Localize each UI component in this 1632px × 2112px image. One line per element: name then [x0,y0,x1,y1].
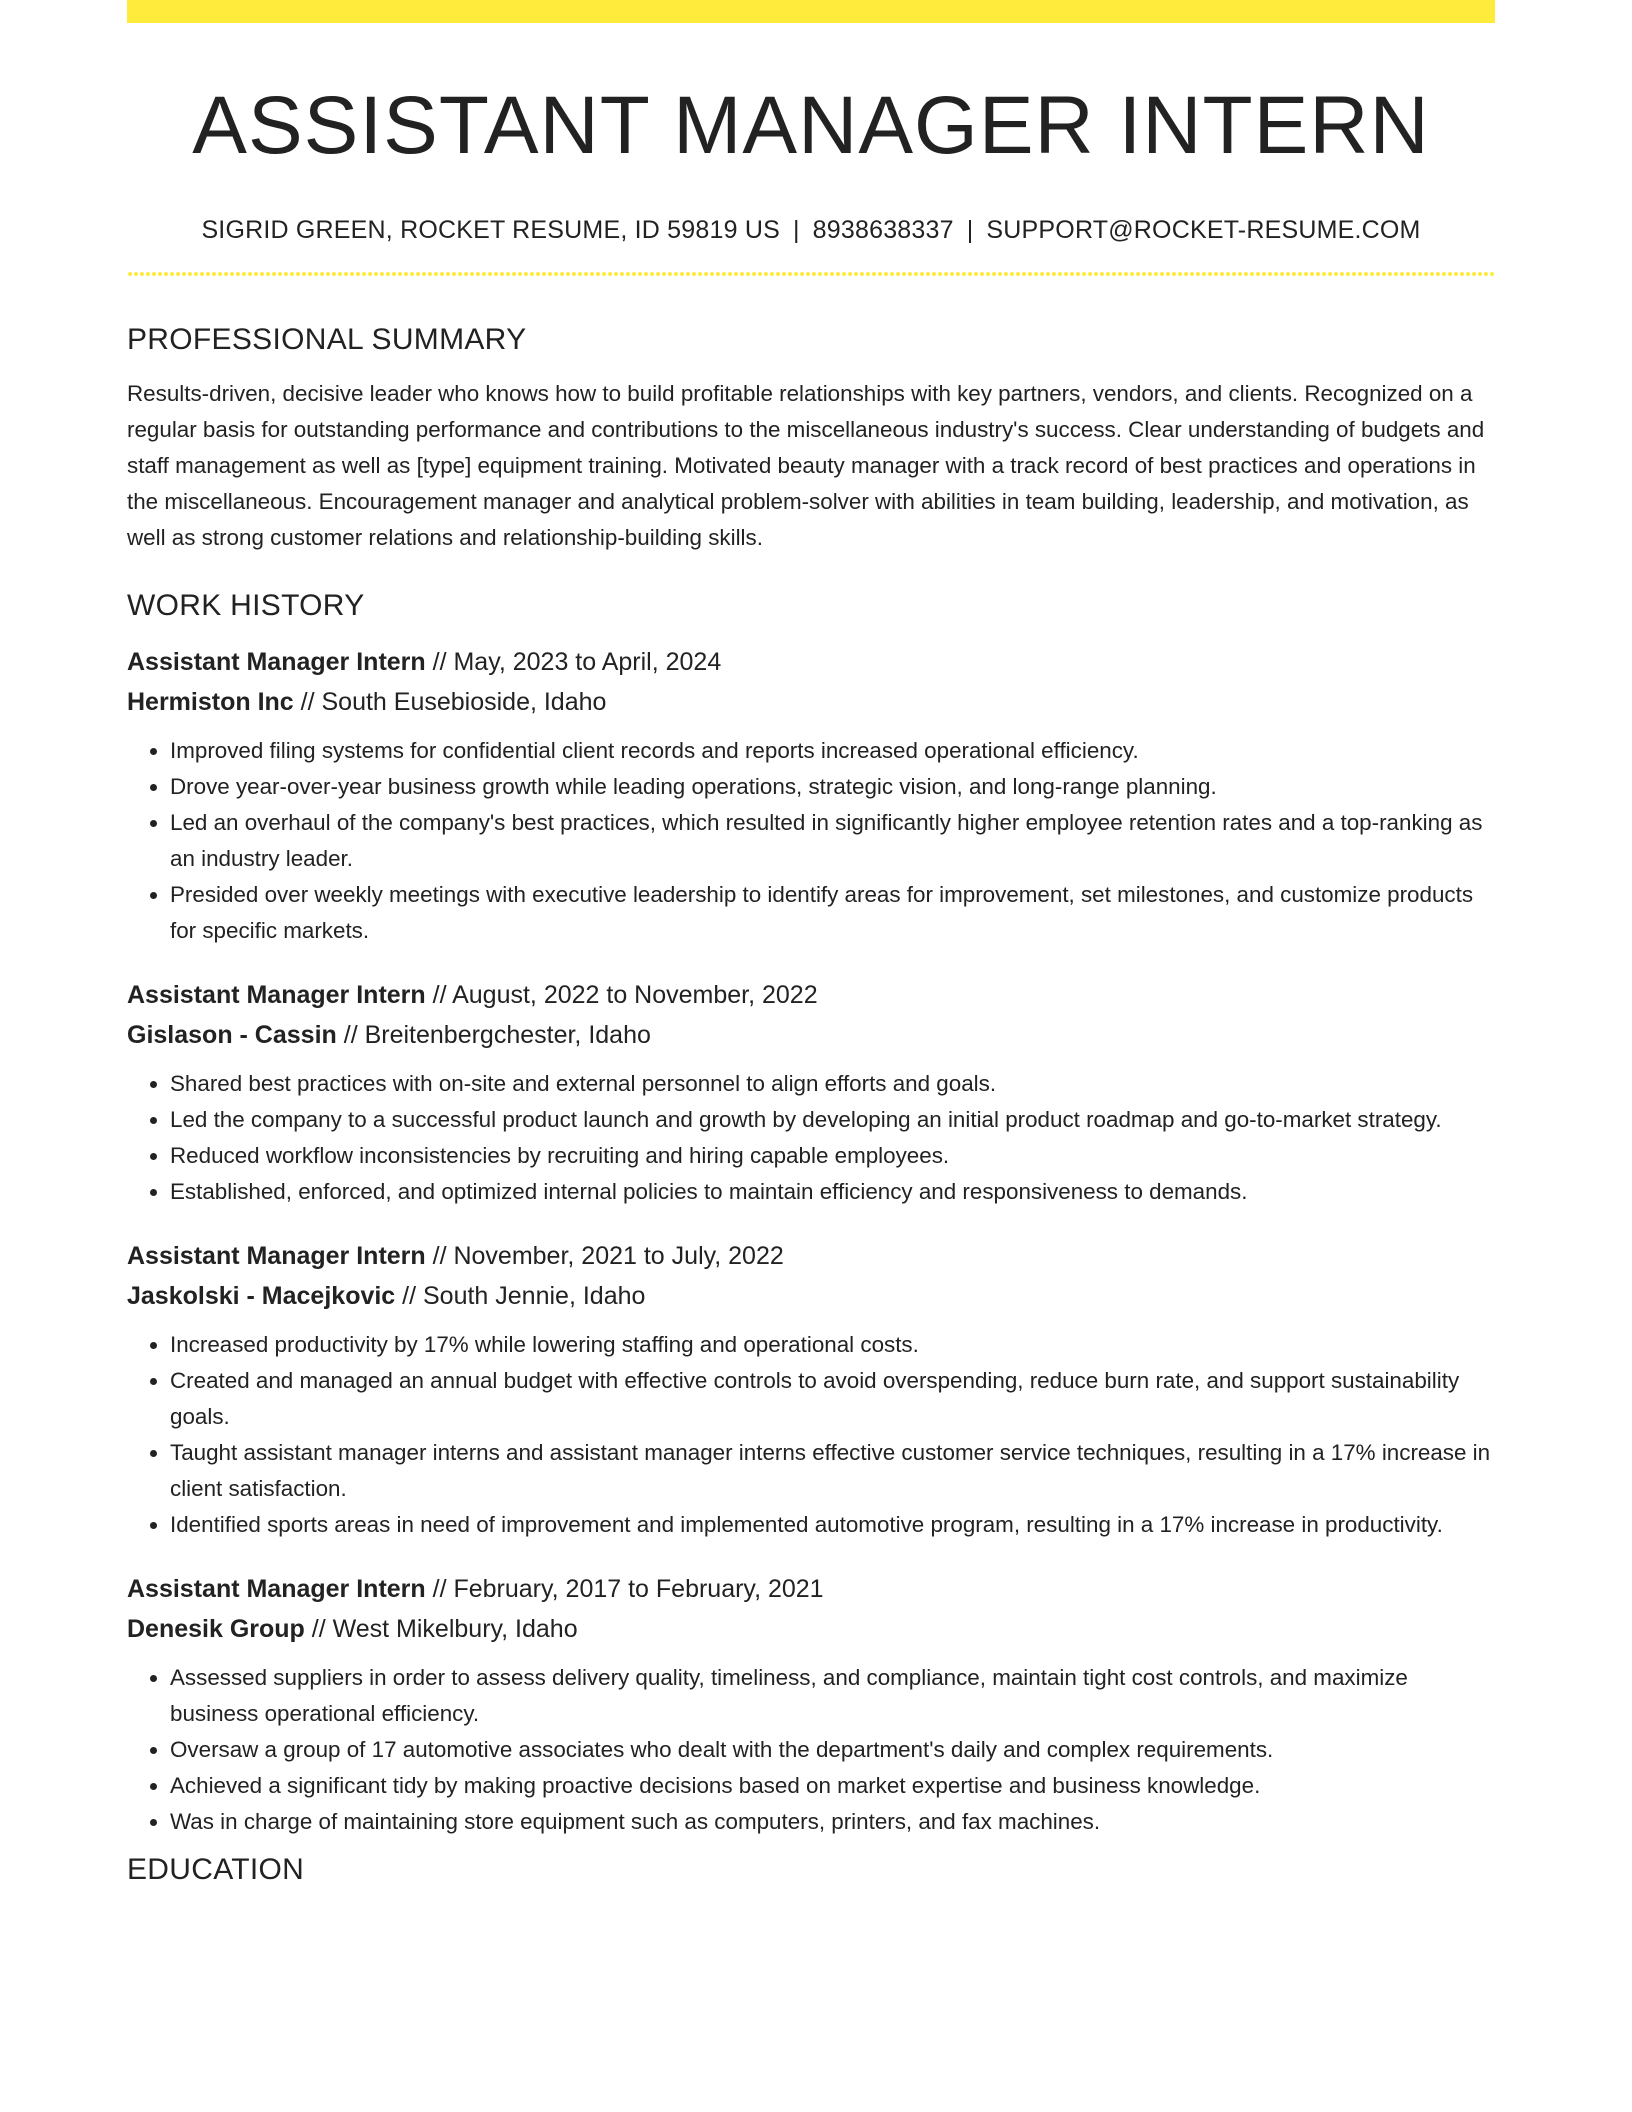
job-company: Gislason - Cassin [127,1021,337,1050]
job-bullets [127,1327,1495,1543]
contact-email: SUPPORT@ROCKET-RESUME.COM [986,216,1421,245]
job-company: Hermiston Inc [127,688,294,717]
job-title: Assistant Manager Intern [127,981,426,1010]
job-bullet: • Shared best practices with on-site and external personnel to align efforts and goals. [170,1066,1495,1102]
resume-name-heading: ASSISTANT MANAGER INTERN [192,80,1430,171]
job-entry [127,642,1495,949]
contact-phone: 8938638337 [812,216,954,245]
job-bullet: • Was in charge of maintaining store equipment such as computers, printers, and fax machines. [170,1804,1495,1840]
job-bullets [127,733,1495,949]
job-location: // South Eusebioside, Idaho [293,688,607,717]
job-bullets [127,1066,1495,1210]
job-company-line [127,1015,1495,1055]
job-location: // West Mikelbury, Idaho [304,1615,578,1644]
contact-separator: | [792,216,800,245]
job-company-line [127,1609,1495,1649]
dotted-divider [127,272,1495,276]
job-bullet: • Achieved a significant tidy by making proactive decisions based on market expertise and business knowledge. [170,1768,1495,1804]
accent-top-bar [127,0,1495,23]
contact-separator: | [966,216,974,245]
work-history-section-title: WORK HISTORY [127,589,365,623]
job-title: Assistant Manager Intern [127,648,426,677]
job-bullet: • Drove year-over-year business growth while leading operations, strategic vision, and long-range planning. [170,769,1495,805]
job-dates: // November, 2021 to July, 2022 [425,1242,784,1271]
job-company-line [127,1276,1495,1316]
job-title: Assistant Manager Intern [127,1242,426,1271]
job-bullet: • Identified sports areas in need of improvement and implemented automotive program, resulting in a 17% increase in productivity. [170,1507,1495,1543]
job-bullet: • Reduced workflow inconsistencies by recruiting and hiring capable employees. [170,1138,1495,1174]
education-section-title: EDUCATION [127,1853,305,1887]
job-bullet: • Improved filing systems for confidential client records and reports increased operational efficiency. [170,733,1495,769]
job-title-line [127,1569,1495,1609]
job-dates: // February, 2017 to February, 2021 [425,1575,824,1604]
job-title-line [127,1236,1495,1276]
job-company: Jaskolski - Macejkovic [127,1282,396,1311]
job-entry [127,975,1495,1210]
job-bullet: • Assessed suppliers in order to assess delivery quality, timeliness, and compliance, maintain tight cost controls, and maximize business operational efficiency. [170,1660,1495,1732]
job-bullet: • Established, enforced, and optimized internal policies to maintain efficiency and responsiveness to demands. [170,1174,1495,1210]
contact-line [127,215,1495,245]
job-bullet: • Oversaw a group of 17 automotive associates who dealt with the department's daily and complex requirements. [170,1732,1495,1768]
job-bullet: • Taught assistant manager interns and assistant manager interns effective customer service techniques, resulting in a 17% increase in client satisfaction. [170,1435,1495,1507]
job-bullets [127,1660,1495,1840]
job-entry [127,1236,1495,1543]
summary-text: Results-driven, decisive leader who knows how to build profitable relationships with key partners, vendors, and clients. Recognized on a regular basis for outstanding performance and contributions to the miscellaneous industry's success. Clear understanding of budgets and staff management as well as [type] equipment training. Motivated beauty manager with a track record of best practices and operations in the miscellaneous. Encouragement manager and analytical problem-solver with abilities in team building, leadership, and motivation, as well as strong customer relations and relationship-building skills. [127,381,1485,551]
job-entry [127,1569,1495,1840]
summary-section-title: PROFESSIONAL SUMMARY [127,323,527,357]
job-title-line [127,642,1495,682]
job-title-line [127,975,1495,1015]
job-bullet: • Created and managed an annual budget with effective controls to avoid overspending, reduce burn rate, and support sustainability goals. [170,1363,1495,1435]
job-bullet: • Led the company to a successful product launch and growth by developing an initial product roadmap and go-to-market strategy. [170,1102,1495,1138]
job-bullet: • Presided over weekly meetings with executive leadership to identify areas for improvement, set milestones, and customize products for specific markets. [170,877,1495,949]
job-bullet: • Led an overhaul of the company's best practices, which resulted in significantly higher employee retention rates and a top-ranking as an industry leader. [170,805,1495,877]
job-bullet: • Increased productivity by 17% while lowering staffing and operational costs. [170,1327,1495,1363]
job-dates: // May, 2023 to April, 2024 [425,648,722,677]
job-location: // Breitenbergchester, Idaho [336,1021,651,1050]
job-title: Assistant Manager Intern [127,1575,426,1604]
resume-page [127,0,1495,1888]
job-dates: // August, 2022 to November, 2022 [425,981,818,1010]
job-company: Denesik Group [127,1615,305,1644]
job-location: // South Jennie, Idaho [395,1282,646,1311]
contact-address: SIGRID GREEN, ROCKET RESUME, ID 59819 US [201,216,780,245]
job-company-line [127,682,1495,722]
